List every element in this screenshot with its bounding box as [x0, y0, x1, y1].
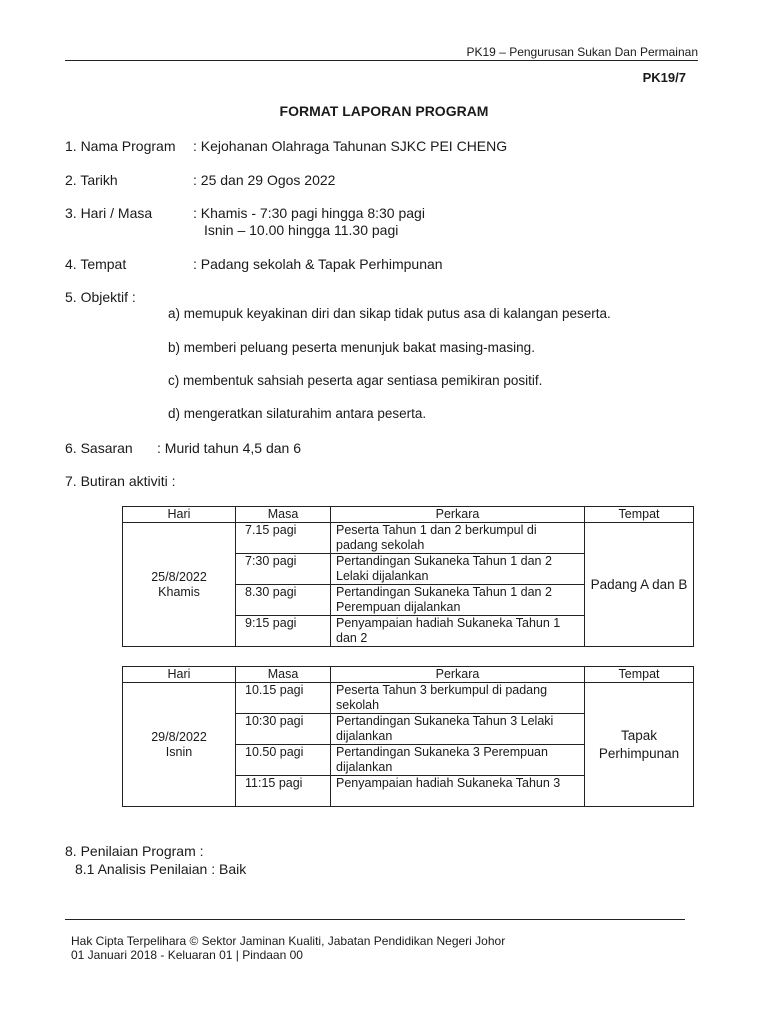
- table-row: [123, 523, 694, 554]
- table-header-row: [123, 507, 694, 523]
- activity-cell: Penyampaian hadiah Sukaneka Tahun 1 dan 2: [331, 616, 585, 647]
- header-hari: Hari: [123, 507, 236, 523]
- analisis-penilaian: 8.1 Analisis Penilaian : Baik: [75, 861, 247, 877]
- value-hari-masa-1: : Khamis - 7:30 pagi hingga 8:30 pagi: [193, 205, 425, 221]
- time-cell: 10.50 pagi: [236, 745, 331, 776]
- header-perkara: Perkara: [331, 667, 585, 683]
- schedule-table-2: [122, 666, 694, 807]
- value-tempat: : Padang sekolah & Tapak Perhimpunan: [193, 256, 443, 272]
- objektif-item-d: d) mengeratkan silaturahim antara peserta.: [168, 406, 427, 421]
- page-header: PK19 – Pengurusan Sukan Dan Permainan: [466, 45, 698, 59]
- value-hari-masa-2: Isnin – 10.00 hingga 11.30 pagi: [204, 222, 399, 238]
- time-cell: 10.15 pagi: [236, 683, 331, 714]
- time-cell: 11:15 pagi: [236, 776, 331, 807]
- day-cell: [123, 683, 236, 807]
- day-date: 25/8/2022: [151, 569, 207, 584]
- form-code: PK19/7: [642, 70, 686, 85]
- time-cell: 7:30 pagi: [236, 554, 331, 585]
- objektif-item-a: a) memupuk keyakinan diri dan sikap tidak putus asa di kalangan peserta.: [168, 306, 611, 321]
- activity-cell: Penyampaian hadiah Sukaneka Tahun 3: [331, 776, 585, 807]
- label-penilaian-program: 8. Penilaian Program :: [65, 843, 204, 859]
- header-masa: Masa: [236, 667, 331, 683]
- label-tarikh: 2. Tarikh: [65, 172, 118, 188]
- value-sasaran: : Murid tahun 4,5 dan 6: [157, 440, 301, 456]
- activity-cell: Pertandingan Sukaneka Tahun 3 Lelaki dijalankan: [331, 714, 585, 745]
- activity-cell: Pertandingan Sukaneka Tahun 1 dan 2 Perempuan dijalankan: [331, 585, 585, 616]
- activity-cell: Peserta Tahun 3 berkumpul di padang sekolah: [331, 683, 585, 714]
- table-header-row: [123, 667, 694, 683]
- value-tarikh: : 25 dan 29 Ogos 2022: [193, 172, 336, 188]
- value-nama-program: : Kejohanan Olahraga Tahunan SJKC PEI CHENG: [193, 138, 508, 154]
- time-cell: 7.15 pagi: [236, 523, 331, 554]
- place-cell: Tapak Perhimpunan: [585, 683, 694, 807]
- time-cell: 10:30 pagi: [236, 714, 331, 745]
- footer-version: 01 Januari 2018 - Keluaran 01 | Pindaan 00: [71, 948, 303, 962]
- header-hari: Hari: [123, 667, 236, 683]
- activity-cell: Pertandingan Sukaneka Tahun 1 dan 2 Lelaki dijalankan: [331, 554, 585, 585]
- time-cell: 8.30 pagi: [236, 585, 331, 616]
- label-tempat: 4. Tempat: [65, 256, 127, 272]
- label-butiran-aktiviti: 7. Butiran aktiviti :: [65, 473, 176, 489]
- place-cell: Padang A dan B: [585, 523, 694, 647]
- document-title: FORMAT LAPORAN PROGRAM: [279, 103, 489, 119]
- day-date: 29/8/2022: [151, 729, 207, 744]
- footer-copyright: Hak Cipta Terpelihara © Sektor Jaminan Kualiti, Jabatan Pendidikan Negeri Johor: [71, 934, 506, 948]
- label-hari-masa: 3. Hari / Masa: [65, 205, 153, 221]
- objektif-item-b: b) memberi peluang peserta menunjuk bakat masing-masing.: [168, 340, 535, 355]
- header-masa: Masa: [236, 507, 331, 523]
- table-row: [123, 683, 694, 714]
- header-perkara: Perkara: [331, 507, 585, 523]
- label-sasaran: 6. Sasaran: [65, 440, 133, 456]
- schedule-table-1: [122, 506, 694, 647]
- activity-cell: Pertandingan Sukaneka 3 Perempuan dijalankan: [331, 745, 585, 776]
- header-divider: [65, 60, 698, 61]
- label-nama-program: 1. Nama Program: [65, 138, 176, 154]
- header-tempat: Tempat: [585, 507, 694, 523]
- day-name: Khamis: [158, 584, 200, 599]
- day-name: Isnin: [165, 744, 193, 759]
- label-objektif: 5. Objektif :: [65, 289, 136, 305]
- day-cell: [123, 523, 236, 647]
- footer-divider: [65, 919, 685, 920]
- time-cell: 9:15 pagi: [236, 616, 331, 647]
- header-tempat: Tempat: [585, 667, 694, 683]
- objektif-item-c: c) membentuk sahsiah peserta agar sentiasa pemikiran positif.: [168, 373, 543, 388]
- activity-cell: Peserta Tahun 1 dan 2 berkumpul di padang sekolah: [331, 523, 585, 554]
